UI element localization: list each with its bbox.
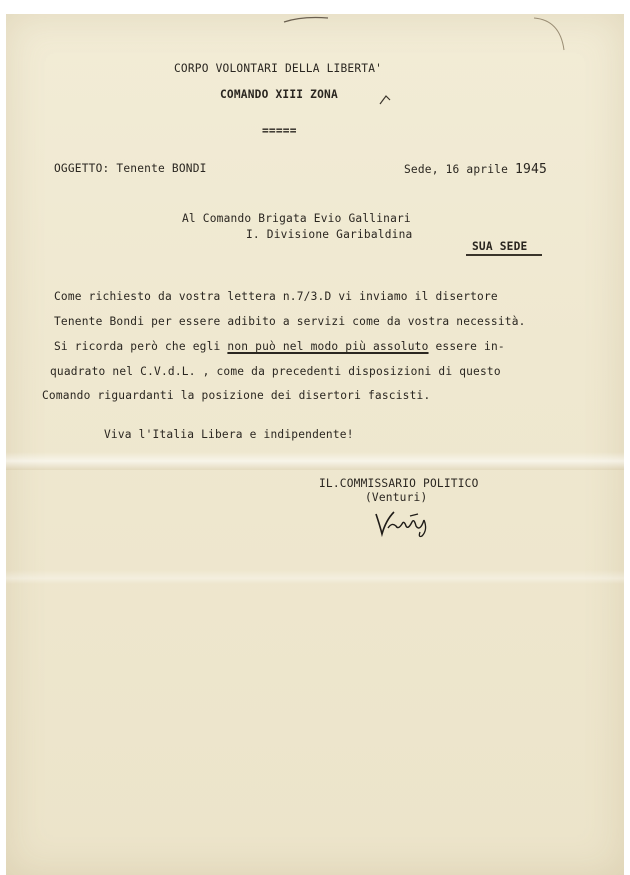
heading-separator: ===== [262,124,297,137]
command-heading: COMANDO XIII ZONA [220,88,338,101]
body-line-3 [54,340,505,353]
recipient-line-2: I. Divisione Garibaldina [246,228,413,241]
handwritten-signature [372,506,436,538]
place-date [404,162,547,177]
organization-heading: CORPO VOLONTARI DELLA LIBERTA' [174,62,383,75]
body-line-3-end: essere in- [428,340,505,353]
body-line-5: Comando riguardanti la posizione dei disertori fascisti. [42,389,431,402]
recipient-location-underline [466,254,542,256]
corner-crease-mark [530,14,570,54]
place-date-text: Sede, 16 aprile [404,163,515,176]
signatory-title: IL.COMMISSARIO POLITICO [319,477,479,490]
signatory-name: (Venturi) [365,491,428,504]
closing-salutation: Viva l'Italia Libera e indipendente! [104,428,354,441]
recipient-line-1: Al Comando Brigata Evio Gallinari [182,212,411,225]
date-year: 1945 [514,162,548,177]
subject-line: OGGETTO: Tenente BONDI [54,162,207,175]
pencil-tick-mark [378,94,392,106]
body-line-2: Tenente Bondi per essere adibito a servizi come da vostra necessità. [54,315,526,328]
recipient-location: SUA SEDE [472,240,528,253]
paper-tear-mark [282,14,332,26]
paper-fold-crease-lower [6,570,624,584]
paper-fold-crease [6,452,624,470]
body-line-4: quadrato nel C.V.d.L. , come da precedenti disposizioni di questo [50,365,501,378]
body-line-3-underlined: non può nel modo più assoluto [227,340,429,353]
body-line-1: Come richiesto da vostra lettera n.7/3.D vi inviamo il disertore [54,290,498,303]
body-line-3-start: Si ricorda però che egli [54,340,228,353]
paper-sheet [6,14,624,875]
